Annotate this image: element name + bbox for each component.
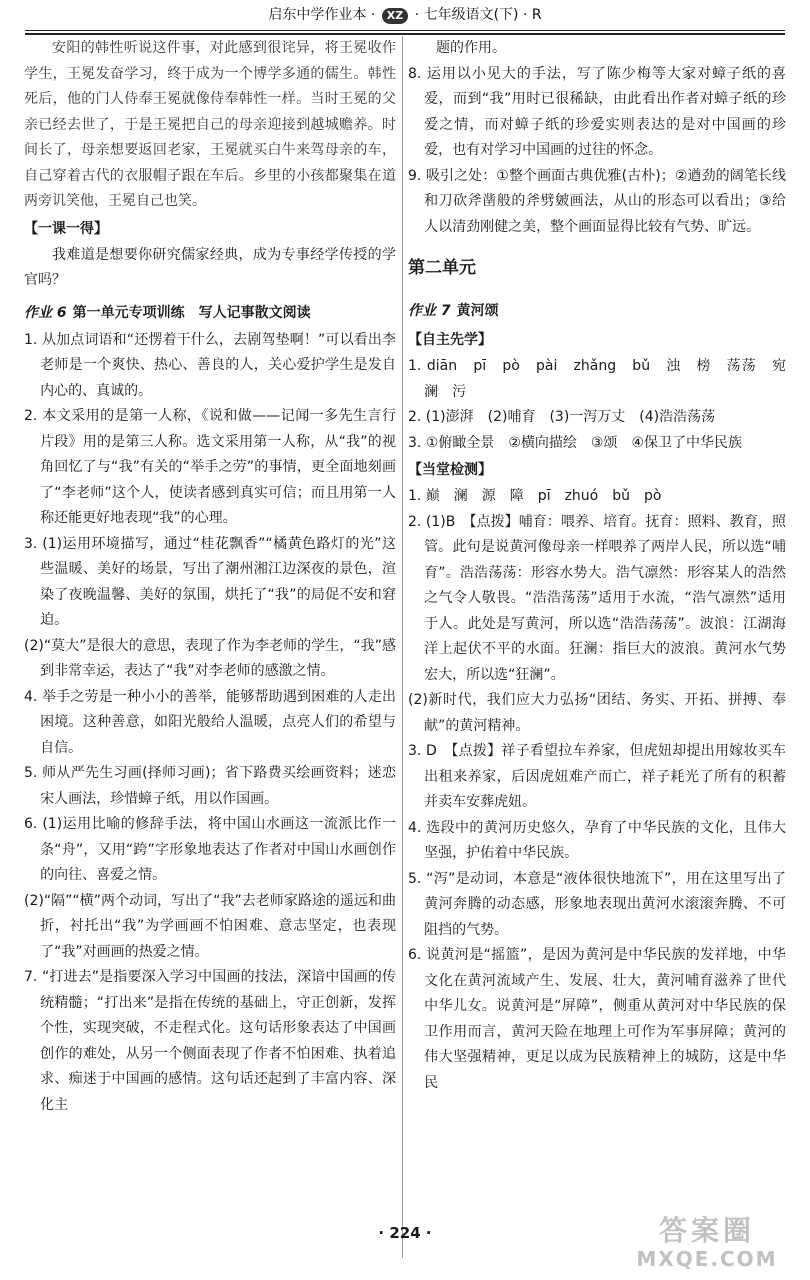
- unit-title: 第二单元: [408, 258, 476, 278]
- answer-item: 4. 举手之劳是一种小小的善举，能够帮助遇到困难的人走出困境。这种善意，如阳光般给人温暖，点亮人们的希望与自信。: [24, 688, 396, 756]
- translation-paragraph: 安阳的韩性听说这件事，对此感到很诧异，将王冕收作学生，王冕发奋学习，终于成为一个博学多通的儒生。韩性死后，他的门人侍奉王冕就像侍奉韩性一样。当时王冕的父亲已经去世了，于是王冕把自己的母亲迎接到越城赡养。时间长了，母亲想要返回老家，王冕就买白牛来驾母亲的车，自己穿着古代的衣服帽子跟在车后。乡里的小孩都聚集在道两旁讥笑他，王冕自己也笑。: [24, 40, 396, 209]
- watermark-logo: [622, 1214, 792, 1274]
- answer-item: 9. 吸引之处：①整个画面古典优雅(古朴)；②遒劲的阔笔长线和刀砍斧凿般的斧劈皴画法，从山的形态可以看出；③给人以清劲刚健之美，整个画面显得比较有气势、旷远。: [408, 167, 786, 235]
- answer-item: (2)“莫大”是很大的意思，表现了作为李老师的学生，“我”感到非常幸运，表达了“我”对李老师的感激之情。: [24, 637, 396, 679]
- homework-6-title: [24, 298, 396, 328]
- header-rule-thin: [25, 30, 785, 31]
- left-column: [24, 36, 396, 1118]
- watermark-line2: MXQE.COM: [636, 1247, 778, 1271]
- answer-item: 1. 从加点词语和“还愣着干什么，去剧驾垫啊！”可以看出李老师是一个爽快、热心、善良的人，关心爱护学生是发自内心的、真诚的。: [24, 331, 396, 399]
- answer-item: 6. 说黄河是“摇篮”，是因为黄河是中华民族的发祥地，中华文化在黄河流域产生、发展、壮大，黄河哺育滋养了世代中华儿女。说黄河是“屏障”，侧重从黄河对中华民族的保卫作用而言，黄河天险在地理上可作为军事屏障；黄河的伟大坚强精神，更足以成为民族精神上的城防，这是中华民: [408, 947, 786, 1091]
- answer-item: 5. “泻”是动词，本意是“液体很快地流下”，用在这里写出了黄河奔腾的动态感，形象地表现出黄河水滚滚奔腾、不可阻挡的气势。: [408, 870, 786, 938]
- answer-item: 3. ①俯瞰全景 ②横向描绘 ③颂 ④保卫了中华民族: [408, 434, 743, 451]
- homework-6-label: 作业 6: [24, 304, 67, 321]
- section-heading-dangtangjiance: 【当堂检测】: [408, 462, 492, 478]
- page-number: · 224 ·: [378, 1224, 432, 1242]
- answer-item: 2. 本文采用的是第一人称，《说和做——记闻一多先生言行片段》用的是第三人称。选文采用第一人称，从“我”的视角回忆了与“我”有关的“举手之劳”的事情，更全面地刻画了“李老师”这个人，使读者感到真实可信；而且用第一人称还能更好地表现“我”的心理。: [24, 408, 396, 526]
- answer-item: 4. 选段中的黄河历史悠久，孕育了中华民族的文化，且伟大坚强，护佑着中华民族。: [408, 819, 786, 861]
- answer-item: 5. 师从严先生习画(择师习画)；省下路费买绘画资料；迷恋宋人画法，珍惜蟑子纸，用以作国画。: [24, 765, 396, 807]
- answer-item: (2)“隔”“横”两个动词，写出了“我”去老师家路途的遥远和曲折，衬托出“我”为学画画不怕困难、意志坚定，也表现了“我”对画画的热爱之情。: [24, 892, 396, 960]
- answer-item: 6. (1)运用比喻的修辞手法，将中国山水画这一流派比作一条“舟”，又用“跨”字形象地表达了作者对中国山水画创作的向往、喜爱之情。: [24, 816, 396, 883]
- xz-badge: XZ: [382, 8, 408, 24]
- homework-7-label: 作业 7: [408, 303, 451, 319]
- watermark-line1: 答案圈: [658, 1214, 755, 1247]
- page-header: [0, 0, 810, 30]
- answer-item: 1. 巅 澜 源 障 pī zhuó bǔ pò: [408, 488, 662, 504]
- header-grade-subject: · 七年级语文(下) · R: [414, 7, 542, 23]
- homework-7-name: 黄河颂: [456, 303, 499, 319]
- answer-item: 8. 运用以小见大的手法，写了陈少梅等大家对蟑子纸的喜爱，而到“我”用时已很稀缺，由此看出作者对蟑子纸的珍爱之情，而对蟑子纸的珍爱实则表达的是对中国画的珍爱，也有对学习中国画的过往的怀念。: [408, 65, 786, 158]
- answer-item: (2)新时代，我们应大力弘扬“团结、务实、开拓、拼搏、奉献”的黄河精神。: [408, 692, 786, 734]
- answer-item: 3. (1)运用环境描写，通过“桂花飘香”“橘黄色路灯的光”这些温暖、美好的场景，写出了潮州湘江边深夜的景色，渲染了夜晚温馨、美好的氛围，烘托了“我”的局促不安和窘迫。: [24, 535, 396, 628]
- right-column: [408, 36, 800, 1096]
- header-rule-thick: [25, 33, 785, 35]
- answer-item: 2. (1)B 【点拨】哺育：喂养、培育。抚育：照料、教育，照管。此句是说黄河像母亲一样喂养了两岸人民，所以选“哺育”。浩浩荡荡：形容水势大。浩气凛然：形容某人的浩然之气令人敬畏。“浩浩荡荡”适用于水流，“浩气凛然”适用于人。此处是写黄河，所以选“浩浩荡荡”。波浪：江湖海洋上起伏不平的水面。狂澜：指巨大的波浪。黄河水气势宏大，所以选“狂澜”。: [408, 513, 786, 683]
- continued-text: 题的作用。: [436, 40, 506, 56]
- yikeyide-answer: 我难道是想要你研究儒家经典，成为专事经学传授的学官吗？: [24, 246, 396, 288]
- section-heading-zizhuxianxue: 【自主先学】: [408, 332, 492, 348]
- answer-item: 1. diān pī pò pài zhǎng bǔ 浊 榜 荡荡 宛 澜 污: [408, 358, 800, 400]
- homework-7-title: [408, 296, 786, 326]
- homework-6-name: 第一单元专项训练 写人记事散文阅读: [72, 304, 311, 321]
- header-book-title: 启东中学作业本 ·: [268, 7, 376, 23]
- answer-item: 2. (1)澎湃 (2)哺育 (3)一泻万丈 (4)浩浩荡荡: [408, 409, 716, 425]
- column-divider: [402, 36, 403, 1258]
- answer-item: 3. D 【点拨】祥子看望拉车养家，但虎妞却提出用嫁妆买车出租来养家，后因虎妞难产而亡，祥子耗光了所有的积蓄并卖车安葬虎妞。: [408, 743, 786, 810]
- answer-item: 7. “打进去”是指要深入学习中国画的技法，深谙中国画的传统精髓；“打出来”是指在传统的基础上，守正创新，发挥个性，实现突破，不走程式化。这句话形象表达了中国画创作的难处，从另一个侧面表现了作者不怕困难、执着追求、痴迷于中国画的感情。这句话还起到了丰富内容、深化主: [24, 969, 396, 1113]
- section-heading-yikeyide: 【一课一得】: [24, 220, 108, 237]
